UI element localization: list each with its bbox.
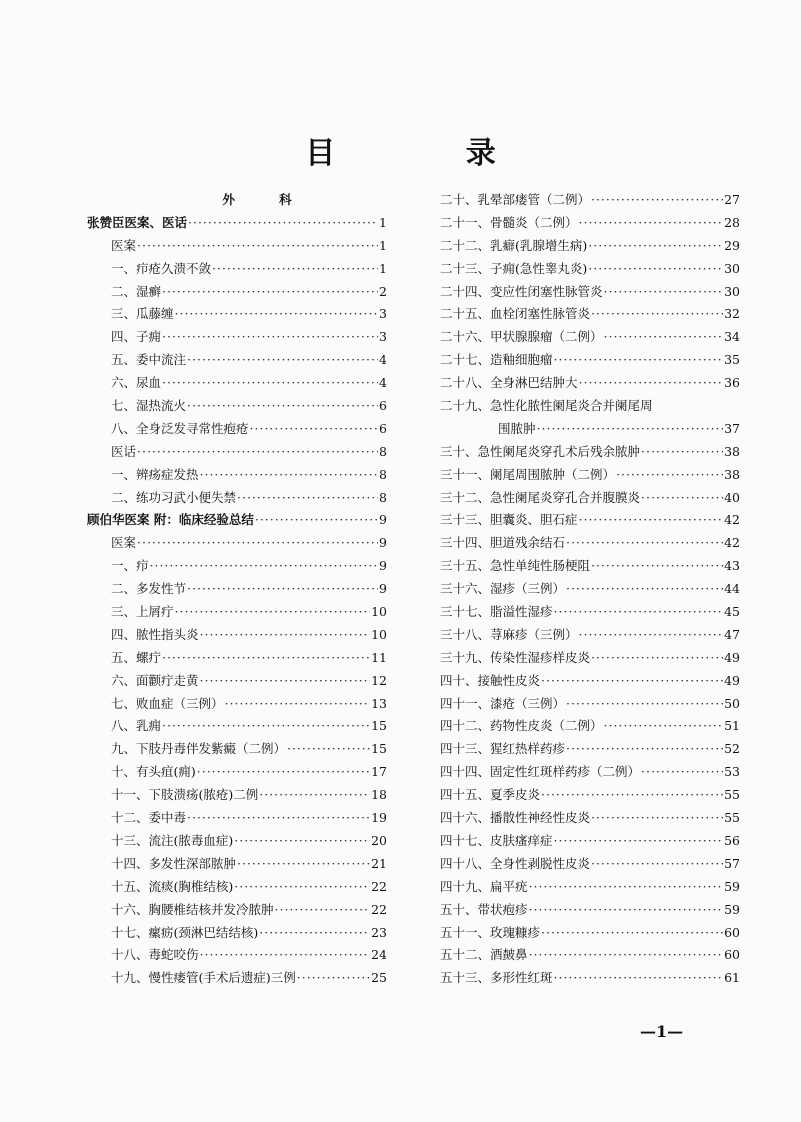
toc-entry-label: 二十九、急性化脓性阑尾炎合并阑尾周 bbox=[440, 398, 653, 414]
toc-entry-page: 30 bbox=[724, 283, 740, 299]
toc-entry-page: 8 bbox=[379, 443, 387, 459]
toc-entry-label: 九、下肢丹毒伴发紫癜（二例） bbox=[111, 741, 287, 757]
dot-leader bbox=[616, 467, 723, 482]
toc-entry-page: 45 bbox=[724, 604, 740, 620]
toc-entry bbox=[87, 648, 387, 671]
toc-entry-page: 15 bbox=[371, 741, 387, 757]
toc-entry-page: 4 bbox=[379, 375, 387, 391]
dot-leader bbox=[162, 718, 370, 733]
toc-entry bbox=[440, 350, 740, 373]
toc-entry-page: 3 bbox=[379, 329, 387, 345]
toc-entry bbox=[87, 419, 387, 442]
toc-entry-page: 29 bbox=[724, 237, 740, 253]
toc-entry bbox=[87, 945, 387, 968]
toc-entry bbox=[440, 785, 740, 808]
toc-entry-page: 4 bbox=[379, 352, 387, 368]
toc-entry bbox=[87, 716, 387, 739]
dot-leader bbox=[187, 398, 378, 413]
toc-entry-page: 19 bbox=[371, 810, 387, 826]
toc-entry-label: 六、面颧疔走黄 bbox=[111, 672, 199, 688]
toc-entry bbox=[440, 304, 740, 327]
dot-leader bbox=[591, 810, 723, 825]
toc-entry-page: 15 bbox=[371, 718, 387, 734]
toc-entry-label: 一、疖 bbox=[111, 558, 149, 574]
toc-entry-page: 32 bbox=[724, 306, 740, 322]
toc-entry bbox=[87, 556, 387, 579]
dot-leader bbox=[579, 375, 724, 390]
toc-entry-label: 八、全身泛发寻常性疱疮 bbox=[111, 420, 249, 436]
toc-entry-page: 10 bbox=[371, 626, 387, 642]
dot-leader bbox=[566, 696, 723, 711]
toc-entry bbox=[440, 488, 740, 511]
toc-entry bbox=[87, 442, 387, 465]
dot-leader bbox=[200, 467, 379, 482]
dot-leader bbox=[554, 604, 724, 619]
toc-entry-label: 四十三、猩红热样药疹 bbox=[440, 741, 566, 757]
toc-entry-label: 三十八、荨麻疹（三例） bbox=[440, 626, 578, 642]
toc-entry bbox=[440, 648, 740, 671]
toc-entry bbox=[87, 900, 387, 923]
dot-leader bbox=[187, 581, 378, 596]
toc-entry-label: 四十、接触性皮炎 bbox=[440, 672, 541, 688]
dot-leader bbox=[579, 215, 724, 230]
toc-entry bbox=[440, 236, 740, 259]
toc-entry-page: 50 bbox=[724, 695, 740, 711]
toc-entry-label: 四、子痈 bbox=[111, 329, 162, 345]
toc-entry bbox=[87, 488, 387, 511]
dot-leader bbox=[162, 650, 370, 665]
toc-left-column bbox=[87, 190, 387, 991]
toc-entry-label: 五十、带状疱疹 bbox=[440, 901, 528, 917]
toc-entry-page: 11 bbox=[371, 649, 387, 665]
toc-right-column bbox=[440, 190, 740, 991]
dot-leader bbox=[237, 856, 370, 871]
toc-entry-page: 8 bbox=[379, 466, 387, 482]
toc-entry bbox=[440, 762, 740, 785]
dot-leader bbox=[137, 238, 378, 253]
toc-entry bbox=[87, 533, 387, 556]
dot-leader bbox=[541, 925, 723, 940]
toc-entry bbox=[440, 900, 740, 923]
toc-entry-label: 十三、流注(脓毒血症) bbox=[111, 832, 234, 848]
dot-leader bbox=[641, 444, 723, 459]
toc-entry-label: 十五、流痰(胸椎结核) bbox=[111, 878, 234, 894]
dot-leader bbox=[566, 535, 723, 550]
toc-entry-page: 12 bbox=[371, 672, 387, 688]
toc-entry-label: 二十六、甲状腺腺瘤（二例） bbox=[440, 329, 603, 345]
toc-entry-page: 1 bbox=[379, 260, 387, 276]
toc-entry-label: 十二、委中毒 bbox=[111, 810, 187, 826]
toc-entry bbox=[440, 831, 740, 854]
toc-entry-page: 6 bbox=[379, 398, 387, 414]
dot-leader bbox=[137, 444, 378, 459]
toc-entry-label: 四十五、夏季皮炎 bbox=[440, 787, 541, 803]
dot-leader bbox=[566, 741, 723, 756]
dot-leader bbox=[225, 696, 371, 711]
toc-entry bbox=[440, 602, 740, 625]
dot-leader bbox=[554, 352, 724, 367]
toc-entry-label: 三十五、急性单纯性肠梗阻 bbox=[440, 558, 591, 574]
toc-entry-page: 9 bbox=[379, 558, 387, 574]
toc-entry-label: 二十八、全身淋巴结肿大 bbox=[440, 375, 578, 391]
toc-entry-label: 一、疖疮久溃不敛 bbox=[111, 260, 212, 276]
dot-leader bbox=[234, 833, 370, 848]
dot-leader bbox=[200, 947, 371, 962]
toc-entry bbox=[87, 762, 387, 785]
dot-leader bbox=[150, 558, 379, 573]
toc-entry bbox=[440, 671, 740, 694]
dot-leader bbox=[188, 215, 378, 230]
dot-leader bbox=[591, 856, 723, 871]
toc-entry-page: 53 bbox=[724, 764, 740, 780]
toc-entry-page: 1 bbox=[379, 237, 387, 253]
toc-entry-page: 24 bbox=[371, 947, 387, 963]
toc-entry-label: 七、湿热流火 bbox=[111, 398, 187, 414]
dot-leader bbox=[259, 925, 370, 940]
toc-entry-label: 张赞臣医案、医话 bbox=[87, 214, 188, 230]
toc-entry-label: 三十一、阑尾周围脓肿（二例） bbox=[440, 466, 616, 482]
toc-entry-label: 三十四、胆道残余结石 bbox=[440, 535, 566, 551]
toc-entry-label: 医案 bbox=[111, 535, 137, 551]
toc-entry-page: 6 bbox=[379, 420, 387, 436]
toc-entry-page: 9 bbox=[379, 512, 387, 528]
toc-entry bbox=[87, 602, 387, 625]
toc-entry-page: 52 bbox=[724, 741, 740, 757]
toc-entry-page: 59 bbox=[724, 878, 740, 894]
toc-entry-label: 四十二、药物性皮炎（二例） bbox=[440, 718, 603, 734]
toc-entry bbox=[87, 854, 387, 877]
dot-leader bbox=[197, 764, 370, 779]
dot-leader bbox=[162, 284, 378, 299]
toc-entry-label: 五、螺疔 bbox=[111, 649, 162, 665]
dot-leader bbox=[591, 192, 723, 207]
toc-entry-page: 25 bbox=[371, 970, 387, 986]
toc-entry bbox=[87, 968, 387, 991]
toc-entry bbox=[87, 923, 387, 946]
dot-leader bbox=[529, 947, 724, 962]
toc-entry-page: 49 bbox=[724, 672, 740, 688]
dot-leader bbox=[554, 970, 724, 985]
toc-entry-label: 二、练功习武小便失禁 bbox=[111, 489, 237, 505]
toc-entry-label: 五十二、酒皶鼻 bbox=[440, 947, 528, 963]
toc-entry-page: 55 bbox=[724, 810, 740, 826]
toc-entry-label: 十四、多发性深部脓肿 bbox=[111, 855, 237, 871]
toc-entry bbox=[440, 465, 740, 488]
dot-leader bbox=[541, 787, 723, 802]
dot-leader bbox=[588, 261, 723, 276]
toc-entry bbox=[440, 854, 740, 877]
toc-entry-page: 47 bbox=[724, 626, 740, 642]
section-heading: 外 科 bbox=[222, 192, 312, 207]
toc-entry bbox=[87, 304, 387, 327]
toc-entry-label: 十一、下肢溃疡(脓疮)二例 bbox=[111, 787, 259, 803]
toc-entry-page: 36 bbox=[724, 375, 740, 391]
dot-leader bbox=[579, 627, 724, 642]
dot-leader bbox=[554, 833, 724, 848]
toc-entry bbox=[440, 579, 740, 602]
toc-entry bbox=[87, 877, 387, 900]
toc-entry-label: 五、委中流注 bbox=[111, 352, 187, 368]
toc-entry-page: 17 bbox=[371, 764, 387, 780]
toc-entry-page: 59 bbox=[724, 901, 740, 917]
toc-entry-page: 35 bbox=[724, 352, 740, 368]
toc-entry-page: 23 bbox=[371, 924, 387, 940]
toc-entry-page: 21 bbox=[371, 855, 387, 871]
toc-entry-page: 34 bbox=[724, 329, 740, 345]
dot-leader bbox=[529, 902, 724, 917]
toc-entry-page: 9 bbox=[379, 581, 387, 597]
toc-entry-page: 56 bbox=[724, 832, 740, 848]
toc-entry bbox=[87, 350, 387, 373]
toc-entry-page: 60 bbox=[724, 924, 740, 940]
dot-leader bbox=[234, 879, 370, 894]
toc-entry bbox=[440, 533, 740, 556]
toc-entry-page: 38 bbox=[724, 466, 740, 482]
toc-entry-page: 3 bbox=[379, 306, 387, 322]
toc-entry bbox=[440, 282, 740, 305]
toc-entry bbox=[440, 442, 740, 465]
dot-leader bbox=[604, 329, 724, 344]
toc-entry-label: 三、瓜藤缠 bbox=[111, 306, 174, 322]
toc-entry-label: 七、败血症（三例） bbox=[111, 695, 224, 711]
toc-entry bbox=[87, 510, 387, 533]
toc-entry-page: 10 bbox=[371, 604, 387, 620]
toc-entry bbox=[87, 671, 387, 694]
dot-leader bbox=[588, 238, 723, 253]
toc-entry bbox=[440, 877, 740, 900]
toc-entry-page: 22 bbox=[371, 901, 387, 917]
toc-entry-label: 医话 bbox=[111, 443, 137, 459]
toc-entry-label: 二十四、变应性闭塞性脉管炎 bbox=[440, 283, 603, 299]
toc-entry bbox=[87, 831, 387, 854]
toc-entry-label: 五十三、多形性红斑 bbox=[440, 970, 553, 986]
toc-entry-label: 一、辨疡症发热 bbox=[111, 466, 199, 482]
dot-leader bbox=[604, 284, 724, 299]
toc-entry-label: 顾伯华医案 附：临床经验总结 bbox=[87, 512, 254, 528]
dot-leader bbox=[287, 741, 370, 756]
dot-leader bbox=[200, 673, 371, 688]
toc-entry-page: 2 bbox=[379, 283, 387, 299]
dot-leader bbox=[591, 306, 723, 321]
toc-entry bbox=[440, 968, 740, 991]
toc-entry bbox=[440, 373, 740, 396]
toc-entry bbox=[440, 510, 740, 533]
toc-entry-label: 十九、慢性瘘管(手术后遗症)三例 bbox=[111, 970, 296, 986]
toc-entry-label: 二十一、骨髓炎（二例） bbox=[440, 214, 578, 230]
toc-entry-page: 18 bbox=[371, 787, 387, 803]
toc-entry-label: 二十二、乳癖(乳腺增生病) bbox=[440, 237, 588, 253]
toc-entry-label: 二、湿癣 bbox=[111, 283, 162, 299]
toc-entry-label: 二、多发性节 bbox=[111, 581, 187, 597]
toc-entry-label: 六、尿血 bbox=[111, 375, 162, 391]
toc-entry-page: 49 bbox=[724, 649, 740, 665]
toc-entry-label: 四十六、播散性神经性皮炎 bbox=[440, 810, 591, 826]
toc-entry bbox=[440, 556, 740, 579]
toc-entry-label: 十、有头疽(痈) bbox=[111, 764, 196, 780]
toc-entry-label: 二十七、造釉细胞瘤 bbox=[440, 352, 553, 368]
toc-entry-label: 二十五、血栓闭塞性脉管炎 bbox=[440, 306, 591, 322]
toc-entry bbox=[440, 190, 740, 213]
dot-leader bbox=[212, 261, 378, 276]
toc-entry bbox=[440, 739, 740, 762]
dot-leader bbox=[566, 581, 723, 596]
toc-entry-label: 围脓肿 bbox=[498, 420, 536, 436]
toc-entry bbox=[87, 579, 387, 602]
page-number: —1— bbox=[640, 1022, 684, 1041]
toc-entry bbox=[440, 945, 740, 968]
toc-entry bbox=[87, 785, 387, 808]
toc-entry-label: 四十七、皮肤瘙痒症 bbox=[440, 832, 553, 848]
toc-entry-page: 37 bbox=[724, 420, 740, 436]
toc-entry bbox=[440, 625, 740, 648]
toc-entry-page: 60 bbox=[724, 947, 740, 963]
toc-entry bbox=[87, 327, 387, 350]
toc-entry-label: 三十、急性阑尾炎穿孔术后残余脓肿 bbox=[440, 443, 641, 459]
toc-entry-label: 四十一、漆疮（三例） bbox=[440, 695, 566, 711]
dot-leader bbox=[187, 810, 370, 825]
toc-entry-page: 42 bbox=[724, 535, 740, 551]
toc-entry-label: 二十三、子痈(急性睾丸炎) bbox=[440, 260, 588, 276]
toc-entry-label: 三十七、脂溢性湿疹 bbox=[440, 604, 553, 620]
dot-leader bbox=[237, 490, 378, 505]
toc-entry-label: 四、脓性指头炎 bbox=[111, 626, 199, 642]
toc-entry bbox=[440, 396, 740, 419]
toc-entry-page: 1 bbox=[379, 214, 387, 230]
toc-entry-page: 57 bbox=[724, 855, 740, 871]
dot-leader bbox=[275, 902, 371, 917]
toc-entry-page: 27 bbox=[724, 192, 740, 207]
toc-entry-page: 22 bbox=[371, 878, 387, 894]
toc-entry bbox=[440, 694, 740, 717]
toc-entry bbox=[440, 327, 740, 350]
dot-leader bbox=[259, 787, 370, 802]
toc-entry-page: 20 bbox=[371, 832, 387, 848]
toc-entry-page: 43 bbox=[724, 558, 740, 574]
toc-entry-page: 42 bbox=[724, 512, 740, 528]
toc-entry-label: 八、乳痈 bbox=[111, 718, 162, 734]
toc-entry bbox=[87, 465, 387, 488]
dot-leader bbox=[187, 352, 378, 367]
toc-entry bbox=[87, 396, 387, 419]
toc-entry-label: 四十八、全身性剥脱性皮炎 bbox=[440, 855, 591, 871]
toc-entry bbox=[440, 808, 740, 831]
toc-entry-label: 十七、瘰疬(颈淋巴结结核) bbox=[111, 924, 259, 940]
toc-entry bbox=[440, 419, 740, 442]
toc-entry-page: 61 bbox=[724, 970, 740, 986]
toc-entry-label: 三、上屑疔 bbox=[111, 604, 174, 620]
toc-entry bbox=[87, 694, 387, 717]
toc-entry-label: 医案 bbox=[111, 237, 137, 253]
toc-entry bbox=[87, 236, 387, 259]
dot-leader bbox=[591, 558, 723, 573]
toc-entry-label: 三十二、急性阑尾炎穿孔合并腹膜炎 bbox=[440, 489, 641, 505]
toc-entry bbox=[87, 259, 387, 282]
toc-entry-page: 8 bbox=[379, 489, 387, 505]
toc-entry-label: 三十六、湿疹（三例） bbox=[440, 581, 566, 597]
dot-leader bbox=[250, 421, 379, 436]
dot-leader bbox=[175, 604, 371, 619]
toc-entry bbox=[440, 213, 740, 236]
toc-entry-page: 9 bbox=[379, 535, 387, 551]
toc-entry-page: 44 bbox=[724, 581, 740, 597]
dot-leader bbox=[297, 970, 370, 985]
dot-leader bbox=[175, 306, 379, 321]
dot-leader bbox=[200, 627, 371, 642]
toc-entry bbox=[87, 373, 387, 396]
toc-entry-label: 十八、毒蛇咬伤 bbox=[111, 947, 199, 963]
dot-leader bbox=[541, 673, 723, 688]
toc-entry-label: 二十、乳晕部瘘管（二例） bbox=[440, 192, 591, 207]
dot-leader bbox=[137, 535, 378, 550]
toc-entry bbox=[87, 739, 387, 762]
dot-leader bbox=[641, 490, 723, 505]
dot-leader bbox=[529, 879, 724, 894]
toc-entry-page: 13 bbox=[371, 695, 387, 711]
toc-entry-page: 30 bbox=[724, 260, 740, 276]
toc-entry-page: 38 bbox=[724, 443, 740, 459]
toc-entry-label: 十六、胸腰椎结核并发冷脓肿 bbox=[111, 901, 274, 917]
toc-entry bbox=[87, 625, 387, 648]
toc-entry-page: 51 bbox=[724, 718, 740, 734]
dot-leader bbox=[604, 718, 724, 733]
dot-leader bbox=[641, 764, 723, 779]
page-title: 目 录 bbox=[305, 136, 556, 171]
dot-leader bbox=[162, 329, 378, 344]
dot-leader bbox=[579, 512, 724, 527]
toc-entry-page: 40 bbox=[724, 489, 740, 505]
toc-entry-label: 四十九、扁平疣 bbox=[440, 878, 528, 894]
dot-leader bbox=[591, 650, 723, 665]
toc-entry bbox=[87, 213, 387, 236]
toc-entry bbox=[440, 923, 740, 946]
toc-entry-label: 五十一、玫瑰糠疹 bbox=[440, 924, 541, 940]
dot-leader bbox=[255, 512, 378, 527]
toc-entry bbox=[87, 282, 387, 305]
dot-leader bbox=[537, 421, 724, 436]
toc-entry-label: 三十三、胆囊炎、胆石症 bbox=[440, 512, 578, 528]
toc-entry-page: 28 bbox=[724, 214, 740, 230]
toc-entry bbox=[440, 259, 740, 282]
toc-entry-label: 四十四、固定性红斑样药疹（二例） bbox=[440, 764, 641, 780]
toc-entry-label: 三十九、传染性湿疹样皮炎 bbox=[440, 649, 591, 665]
toc-entry-page: 55 bbox=[724, 787, 740, 803]
toc-entry bbox=[87, 808, 387, 831]
toc-entry bbox=[440, 716, 740, 739]
dot-leader bbox=[162, 375, 378, 390]
